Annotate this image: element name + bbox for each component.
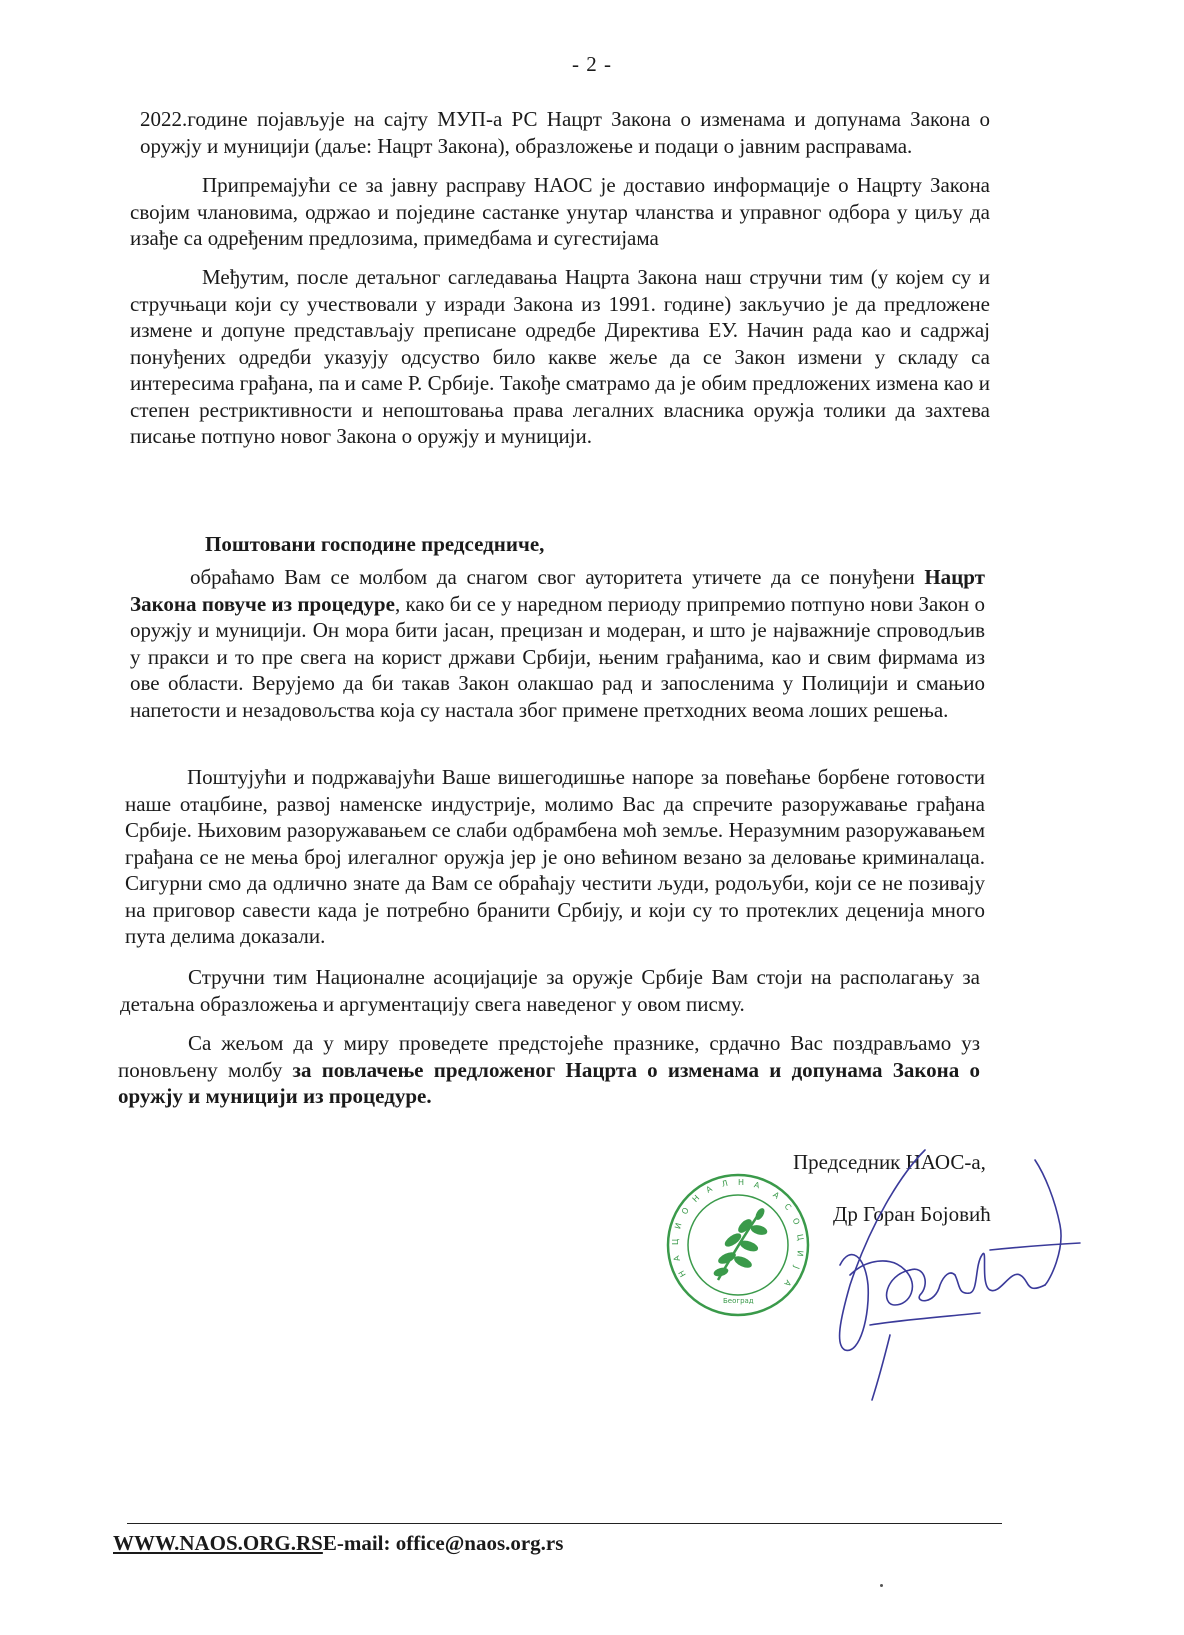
paragraph-1: 2022.године појављује на сајту МУП-а РС Нацрт Закона о изменама и допунама Закона о оружју и муницији (даље: Нацрт Закона), образложење и подаци о јавним расправама. — [140, 107, 990, 158]
association-stamp — [663, 1170, 813, 1320]
scan-speck — [880, 1584, 883, 1587]
svg-text:О: О — [790, 1216, 802, 1227]
paragraph-7-emphasis: за повлачење предложеног Нацрта о изменама и допунама Закона о оружју и муницији из процедуре. — [118, 1057, 980, 1108]
svg-text:Ј: Ј — [791, 1264, 801, 1271]
svg-text:Ц: Ц — [795, 1233, 806, 1242]
svg-text:Н: Н — [676, 1268, 688, 1279]
signatory-title: Председник НАОС-а, — [793, 1150, 986, 1174]
website-link[interactable]: WWW.NAOS.ORG.RS — [113, 1531, 323, 1555]
paragraph-6: Стручни тим Националне асоцијације за оружје Србије Вам стоји на располагању за детаљна образложења и аргументацију свега наведеног у овом писму. — [120, 965, 980, 1016]
email-contact[interactable]: E-mail: office@naos.org.rs — [322, 1531, 564, 1555]
svg-text:Београд: Београд — [723, 1297, 754, 1305]
svg-text:А: А — [753, 1180, 761, 1191]
svg-text:Н: Н — [738, 1178, 745, 1187]
paragraph-7 — [118, 1030, 980, 1110]
paragraph-7-start: Са жељом да у миру проведете предстојеће празнике, срдачно Вас поздрављамо уз поновљену молбу — [118, 1031, 980, 1082]
salutation: Поштовани господине председниче, — [205, 532, 545, 556]
svg-text:А: А — [704, 1184, 714, 1195]
signatory-name: Др Горан Бојовић — [833, 1202, 991, 1226]
footer-contacts — [113, 1531, 563, 1556]
svg-text:С: С — [782, 1201, 793, 1213]
paragraph-4-end: , како би се у наредном периоду припремио потпуно нови Закон о оружју и муницији. Он мора бити јасан, прецизан и модеран, и што је најважније спроводљив у пракси и то пре свега на корист држави Србији, њеним грађанима, као и свим фирмама из ове области. Верујемо да би такав Закон олакшао рад и запосленима у Полицији и смањио напетости и незадовољства која су настала због примене претходних веома лоших решења. — [130, 591, 985, 722]
paragraph-4-emphasis: Нацрт Закона повуче из процедуре — [130, 565, 985, 616]
svg-text:О: О — [679, 1206, 691, 1216]
svg-text:Ц: Ц — [671, 1238, 680, 1245]
svg-text:А: А — [782, 1278, 793, 1288]
paragraph-4 — [130, 564, 985, 723]
footer-divider — [127, 1523, 1002, 1524]
svg-text:Л: Л — [720, 1178, 729, 1189]
paragraph-2: Припремајући се за јавну расправу НАОС је доставио информације о Нацрту Закона својим члановима, одржао и поједине састанке унутар чланства и управног одбора у циљу да изађе са одређеним предлозима, примедбама и сугестијама — [130, 173, 990, 250]
svg-text:А: А — [771, 1190, 781, 1201]
svg-text:А: А — [671, 1254, 682, 1263]
handwritten-signature — [810, 1145, 1110, 1405]
svg-text:Н: Н — [690, 1193, 702, 1204]
svg-text:И: И — [795, 1250, 805, 1257]
paragraph-3: Међутим, после детаљног сагледавања Нацрта Закона наш стручни тим (у којем су и стручњаци који су учествовали у изради Закона из 1991. године) закључио је да предложене измене и допуне представљају преписане одредбе Директива ЕУ. Начин рада као и садржај понуђених одредби указују одсуство било какве жеље да се Закон измени у складу са интересима грађана, па и саме Р. Србије. Такође сматрамо да је обим предложених измена као и степен рестриктивности и непоштовања права легалних власника оружја толики да захтева писање потпуно новог Закона о оружју и муницији. — [130, 265, 990, 448]
page-number: - 2 - — [572, 52, 612, 76]
paragraph-4-start: обраћамо Вам се молбом да снагом свог ауторитета утичете да се понуђени — [190, 565, 925, 589]
svg-text:И: И — [673, 1221, 684, 1230]
paragraph-5: Поштујући и подржавајући Ваше вишегодишње напоре за повећање борбене готовости наше отаџбине, развој наменске индустрије, молимо Вас да спречите разоружавање грађана Србије. Њиховим разоружавањем се слаби одбрамбена моћ земље. Неразумним разоружавањем грађана се не мења број илегалног оружја јер је оно већином везано за деловање криминалаца. Сигурни смо да одлично знате да Вам се обраћају честити људи, родољуби, који се не позивају на приговор савести када је потребно бранити Србију, и који су то протеклих деценија много пута делима доказали. — [125, 765, 985, 948]
